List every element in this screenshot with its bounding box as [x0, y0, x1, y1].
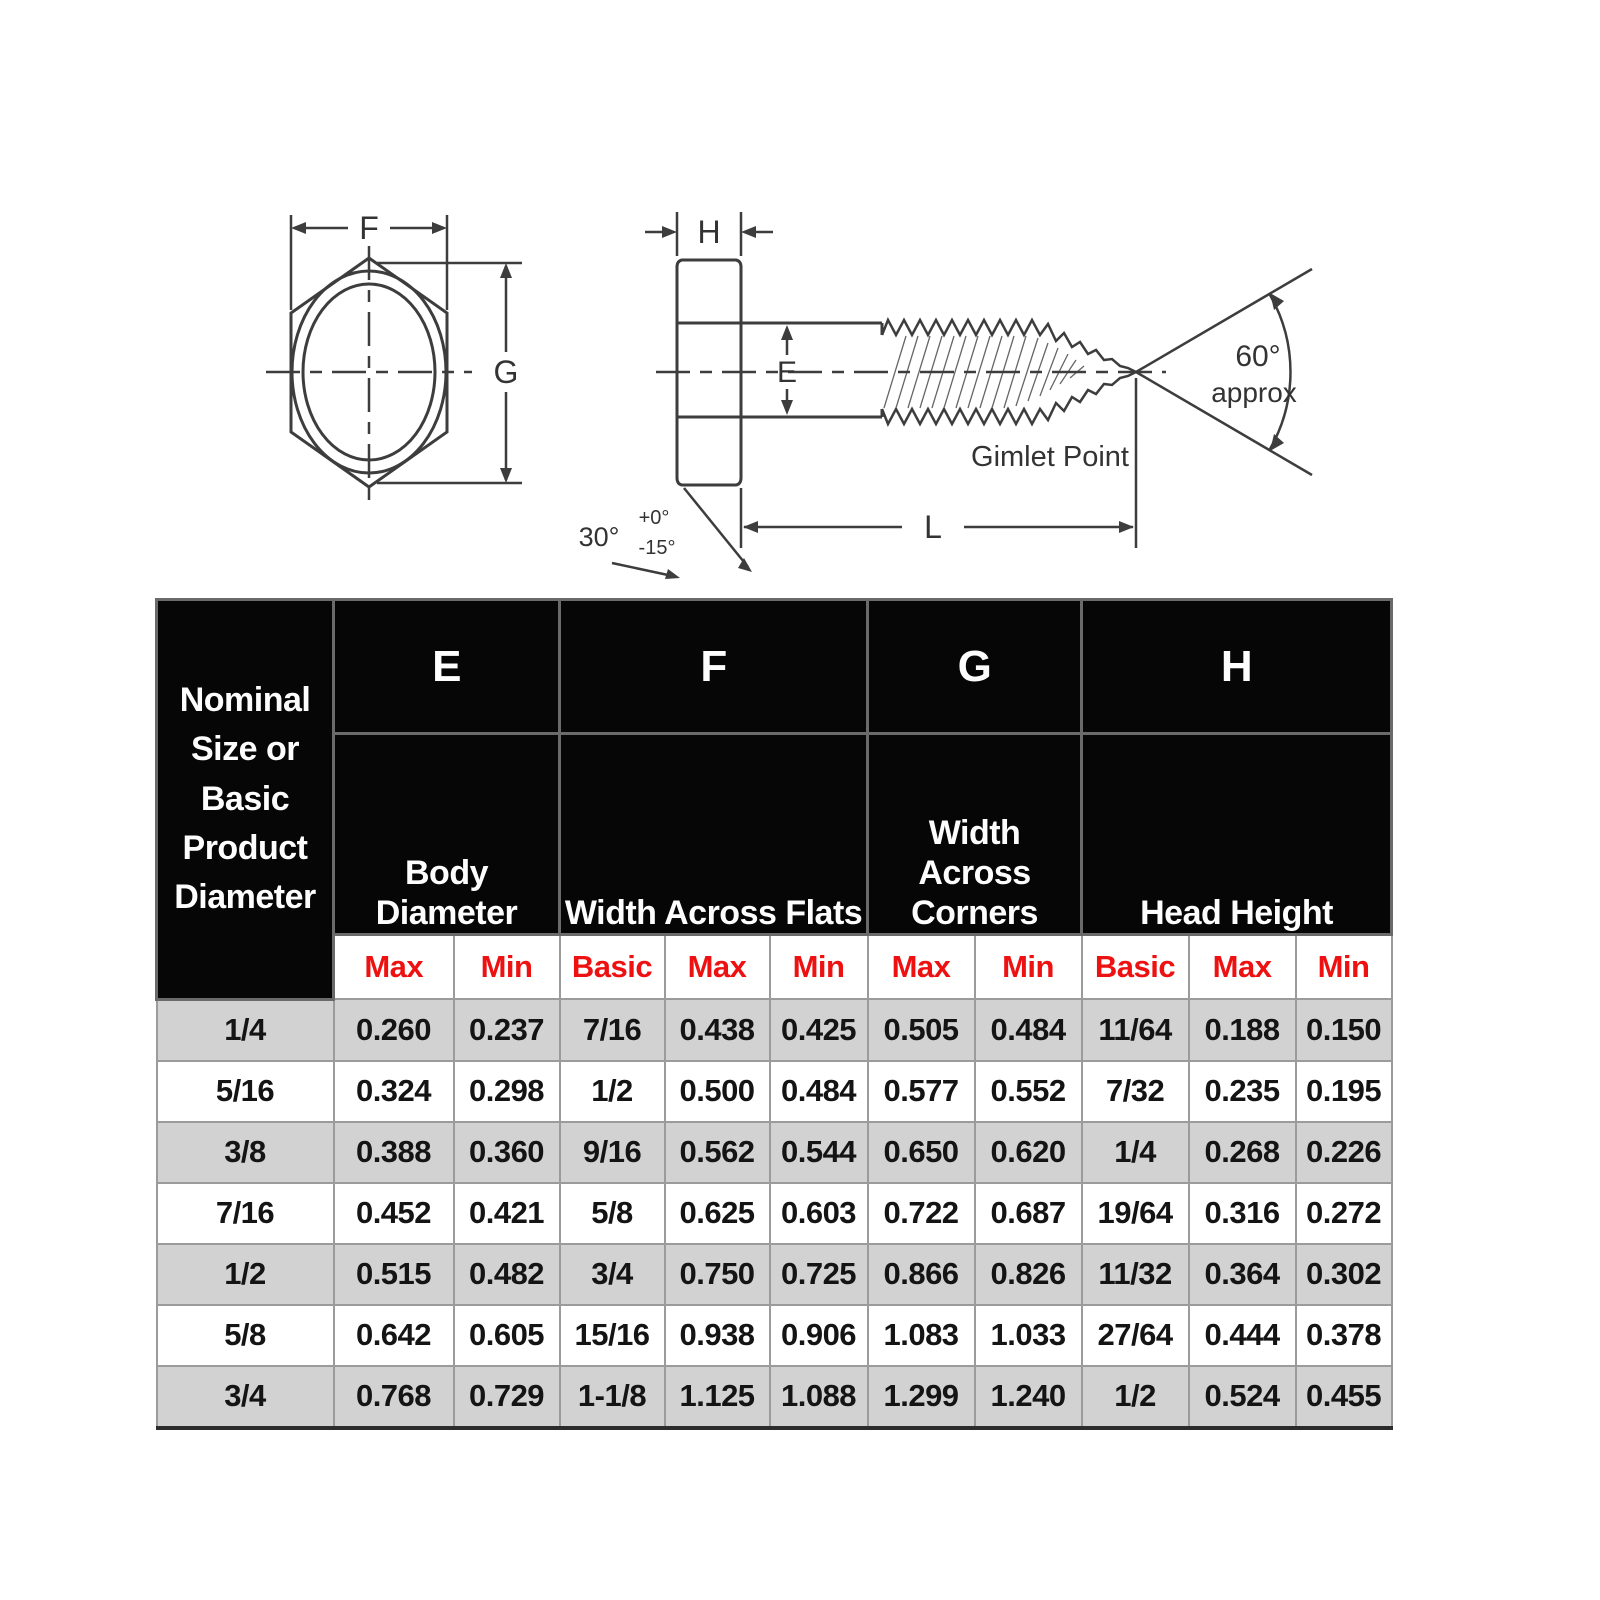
- label-30deg-plus: +0°: [638, 507, 670, 529]
- col-header: Max: [868, 935, 975, 1000]
- header-subtitle-row: [157, 734, 1392, 935]
- col-header: Max: [334, 935, 454, 1000]
- lag-screw-diagram: [250, 170, 1350, 590]
- table-cell: 27/64: [1082, 1305, 1189, 1366]
- table-cell: 0.388: [334, 1122, 454, 1183]
- table-cell: 1.299: [868, 1366, 975, 1428]
- table-cell: 0.272: [1296, 1183, 1392, 1244]
- table-cell: 1.083: [868, 1305, 975, 1366]
- label-gimlet-point: Gimlet Point: [971, 441, 1129, 473]
- table-cell: 0.324: [334, 1061, 454, 1122]
- label-G: G: [493, 354, 519, 390]
- table-row: [157, 999, 1392, 1061]
- col-header: Basic: [1082, 935, 1189, 1000]
- table-cell: 1/4: [1082, 1122, 1189, 1183]
- arrowhead: [1119, 521, 1134, 533]
- table-cell: 0.235: [1189, 1061, 1296, 1122]
- table-cell: 0.768: [334, 1366, 454, 1428]
- table-cell: 1/2: [157, 1244, 334, 1305]
- label-60deg: 60°: [1235, 340, 1281, 373]
- table-row: [157, 1244, 1392, 1305]
- group-subtitle-head-height: Head Height: [1082, 734, 1392, 935]
- table-cell: 0.260: [334, 999, 454, 1061]
- table-cell: 0.188: [1189, 999, 1296, 1061]
- table-cell: 0.226: [1296, 1122, 1392, 1183]
- table-cell: 0.603: [770, 1183, 868, 1244]
- table-cell: 15/16: [560, 1305, 665, 1366]
- table-cell: 0.906: [770, 1305, 868, 1366]
- table-cell: 0.298: [454, 1061, 560, 1122]
- table-cell: 0.482: [454, 1244, 560, 1305]
- table-cell: 0.150: [1296, 999, 1392, 1061]
- table-cell: 1.033: [975, 1305, 1082, 1366]
- arrowhead: [432, 222, 447, 234]
- col-header: Min: [770, 935, 868, 1000]
- table-cell: 1.088: [770, 1366, 868, 1428]
- table-cell: 0.302: [1296, 1244, 1392, 1305]
- label-H: H: [697, 214, 721, 250]
- label-60deg-approx: approx: [1211, 377, 1297, 408]
- dimension-H: [645, 212, 773, 256]
- table-row: [157, 1061, 1392, 1122]
- group-header-F: F: [560, 600, 868, 734]
- col-header: Max: [665, 935, 770, 1000]
- arrowhead: [662, 226, 677, 238]
- arrowhead: [500, 468, 512, 483]
- arrowhead: [743, 521, 758, 533]
- table-cell: 0.425: [770, 999, 868, 1061]
- table-cell: 0.826: [975, 1244, 1082, 1305]
- table-cell: 1/2: [560, 1061, 665, 1122]
- table-cell: 7/16: [560, 999, 665, 1061]
- table-cell: 0.729: [454, 1366, 560, 1428]
- table-cell: 0.515: [334, 1244, 454, 1305]
- label-F: F: [359, 210, 379, 246]
- label-L: L: [924, 509, 942, 545]
- table-cell: 0.577: [868, 1061, 975, 1122]
- group-subtitle-width-across-flats: Width Across Flats: [560, 734, 868, 935]
- arrowhead: [781, 400, 793, 415]
- table-cell: 9/16: [560, 1122, 665, 1183]
- table-cell: 1.125: [665, 1366, 770, 1428]
- table-cell: 3/4: [157, 1366, 334, 1428]
- table-cell: 0.687: [975, 1183, 1082, 1244]
- group-header-G: G: [868, 600, 1082, 734]
- arrowhead: [781, 325, 793, 340]
- group-header-H: H: [1082, 600, 1392, 734]
- table-cell: 3/4: [560, 1244, 665, 1305]
- table-cell: 0.500: [665, 1061, 770, 1122]
- table-cell: 0.364: [1189, 1244, 1296, 1305]
- table-cell: 0.750: [665, 1244, 770, 1305]
- table-cell: 11/64: [1082, 999, 1189, 1061]
- table-cell: 0.605: [454, 1305, 560, 1366]
- head-angle-callout: [579, 488, 752, 579]
- hex-front-view: [266, 246, 472, 502]
- table-cell: 19/64: [1082, 1183, 1189, 1244]
- table-cell: 0.938: [665, 1305, 770, 1366]
- group-subtitle-width-across-corners: Width Across Corners: [868, 734, 1082, 935]
- table-cell: 0.725: [770, 1244, 868, 1305]
- col-header: Basic: [560, 935, 665, 1000]
- header-letter-row: [157, 600, 1392, 734]
- table-cell: 0.378: [1296, 1305, 1392, 1366]
- label-30deg: 30°: [578, 522, 620, 552]
- thread-top-profile: [882, 320, 1136, 372]
- label-30deg-minus: -15°: [638, 537, 676, 559]
- thread-bottom-profile: [882, 372, 1136, 424]
- table-cell: 0.360: [454, 1122, 560, 1183]
- table-cell: 0.552: [975, 1061, 1082, 1122]
- table-cell: 0.650: [868, 1122, 975, 1183]
- header-minmax-row: [157, 935, 1392, 1000]
- table-cell: 0.866: [868, 1244, 975, 1305]
- arrowhead: [665, 569, 680, 579]
- table-cell: 0.505: [868, 999, 975, 1061]
- col-header: Min: [454, 935, 560, 1000]
- arrowhead: [738, 558, 752, 572]
- dimensions-table-wrap: [155, 598, 1390, 1430]
- table-cell: 0.722: [868, 1183, 975, 1244]
- table-cell: 5/16: [157, 1061, 334, 1122]
- arrowhead: [291, 222, 306, 234]
- table-cell: 0.455: [1296, 1366, 1392, 1428]
- table-cell: 0.316: [1189, 1183, 1296, 1244]
- table-cell: 11/32: [1082, 1244, 1189, 1305]
- table-cell: 5/8: [157, 1305, 334, 1366]
- table-row: [157, 1305, 1392, 1366]
- table-cell: 0.524: [1189, 1366, 1296, 1428]
- col-header: Min: [975, 935, 1082, 1000]
- table-cell: 0.625: [665, 1183, 770, 1244]
- table-cell: 0.642: [334, 1305, 454, 1366]
- arrowhead: [741, 226, 756, 238]
- table-row: [157, 1122, 1392, 1183]
- dimensions-table: [155, 598, 1393, 1430]
- table-cell: 0.620: [975, 1122, 1082, 1183]
- label-E: E: [776, 356, 798, 389]
- dimension-E: [777, 325, 797, 415]
- table-cell: 0.452: [334, 1183, 454, 1244]
- arrowhead: [500, 263, 512, 278]
- table-cell: 0.562: [665, 1122, 770, 1183]
- table-cell: 1/4: [157, 999, 334, 1061]
- corner-header: Nominal Size or Basic Product Diameter: [157, 600, 334, 1000]
- table-cell: 0.444: [1189, 1305, 1296, 1366]
- table-cell: 0.421: [454, 1183, 560, 1244]
- table-cell: 0.237: [454, 999, 560, 1061]
- table-cell: 0.484: [770, 1061, 868, 1122]
- table-row: [157, 1366, 1392, 1428]
- table-cell: 1/2: [1082, 1366, 1189, 1428]
- table-cell: 0.195: [1296, 1061, 1392, 1122]
- table-cell: 0.484: [975, 999, 1082, 1061]
- table-cell: 1-1/8: [560, 1366, 665, 1428]
- group-subtitle-body-diameter: Body Diameter: [334, 734, 560, 935]
- table-cell: 7/16: [157, 1183, 334, 1244]
- table-cell: 1.240: [975, 1366, 1082, 1428]
- group-header-E: E: [334, 600, 560, 734]
- table-cell: 7/32: [1082, 1061, 1189, 1122]
- table-cell: 0.438: [665, 999, 770, 1061]
- col-header: Min: [1296, 935, 1392, 1000]
- table-row: [157, 1183, 1392, 1244]
- table-cell: 3/8: [157, 1122, 334, 1183]
- table-cell: 0.268: [1189, 1122, 1296, 1183]
- table-cell: 5/8: [560, 1183, 665, 1244]
- col-header: Max: [1189, 935, 1296, 1000]
- table-cell: 0.544: [770, 1122, 868, 1183]
